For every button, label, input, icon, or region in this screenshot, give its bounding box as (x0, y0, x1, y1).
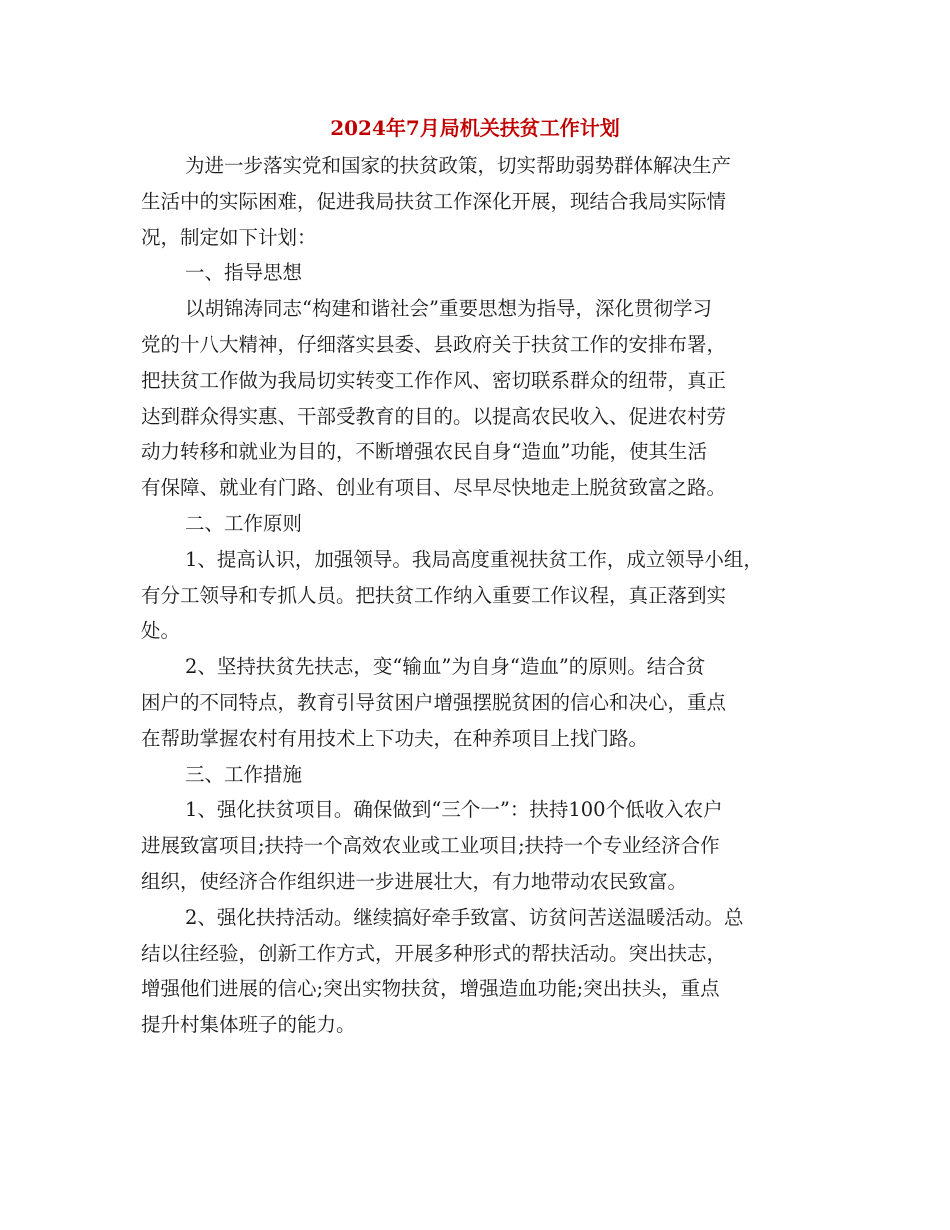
paragraph-line: 2、强化扶持活动。继续搞好牵手致富、访贫问苦送温暖活动。总 (185, 905, 744, 929)
paragraph (141, 542, 811, 649)
document-title: 2024年7月局机关扶贫工作计划 (330, 116, 620, 140)
paragraph-line: 组织，使经济合作组织进一步进展壮大，有力地带动农民致富。 (141, 869, 688, 893)
paragraph-line: 党的十八大精神，仔细落实县委、县政府关于扶贫工作的安排布署， (141, 332, 727, 356)
paragraph-line: 困户的不同特点，教育引导贫困户增强摆脱贫困的信心和决心，重点 (141, 690, 727, 714)
paragraph-line: 以胡锦涛同志“构建和谐社会”重要思想为指导，深化贯彻学习 (185, 297, 712, 321)
paragraph (141, 148, 811, 255)
paragraph-line: 结以往经验，创新工作方式，开展多种形式的帮扶活动。突出扶志， (141, 941, 727, 965)
paragraph-line: 动力转移和就业为目的，不断增强农民自身“造血”功能，使其生活 (141, 440, 707, 464)
paragraph-line: 况，制定如下计划： (141, 225, 317, 249)
paragraph (141, 649, 811, 756)
paragraph-line: 生活中的实际困难，促进我局扶贫工作深化开展，现结合我局实际情 (141, 189, 727, 213)
document-body (141, 148, 811, 1043)
paragraph-line: 二、工作原则 (185, 511, 303, 535)
paragraph-line: 1、强化扶贫项目。确保做到“三个一”：扶持100个低收入农户 (185, 798, 723, 822)
paragraph (141, 291, 811, 506)
paragraph-line: 处。 (141, 619, 181, 643)
paragraph (141, 506, 811, 542)
paragraph-line: 在帮助掌握农村有用技术上下功夫，在种养项目上找门路。 (141, 726, 649, 750)
paragraph (141, 900, 811, 1043)
paragraph (141, 255, 811, 291)
paragraph-line: 有分工领导和专抓人员。把扶贫工作纳入重要工作议程，真正落到实 (141, 583, 727, 607)
paragraph (141, 757, 811, 793)
paragraph-line: 达到群众得实惠、干部受教育的目的。以提高农民收入、促进农村劳 (141, 404, 727, 428)
paragraph-line: 有保障、就业有门路、创业有项目、尽早尽快地走上脱贫致富之路。 (141, 476, 727, 500)
paragraph-line: 1、提高认识，加强领导。我局高度重视扶贫工作，成立领导小组， (185, 547, 763, 571)
paragraph (141, 792, 811, 899)
paragraph-line: 提升村集体班子的能力。 (141, 1013, 356, 1037)
paragraph-line: 一、指导思想 (185, 261, 303, 285)
paragraph-line: 把扶贫工作做为我局切实转变工作作风、密切联系群众的纽带，真正 (141, 368, 727, 392)
paragraph-line: 为进一步落实党和国家的扶贫政策，切实帮助弱势群体解决生产 (185, 154, 732, 177)
paragraph-line: 2、坚持扶贫先扶志，变“输血”为自身“造血”的原则。结合贫 (185, 655, 706, 679)
paragraph-line: 增强他们进展的信心;突出实物扶贫，增强造血功能;突出扶头，重点 (141, 977, 720, 1001)
paragraph-line: 进展致富项目;扶持一个高效农业或工业项目;扶持一个专业经济合作 (141, 834, 720, 858)
paragraph-line: 三、工作措施 (185, 762, 303, 786)
